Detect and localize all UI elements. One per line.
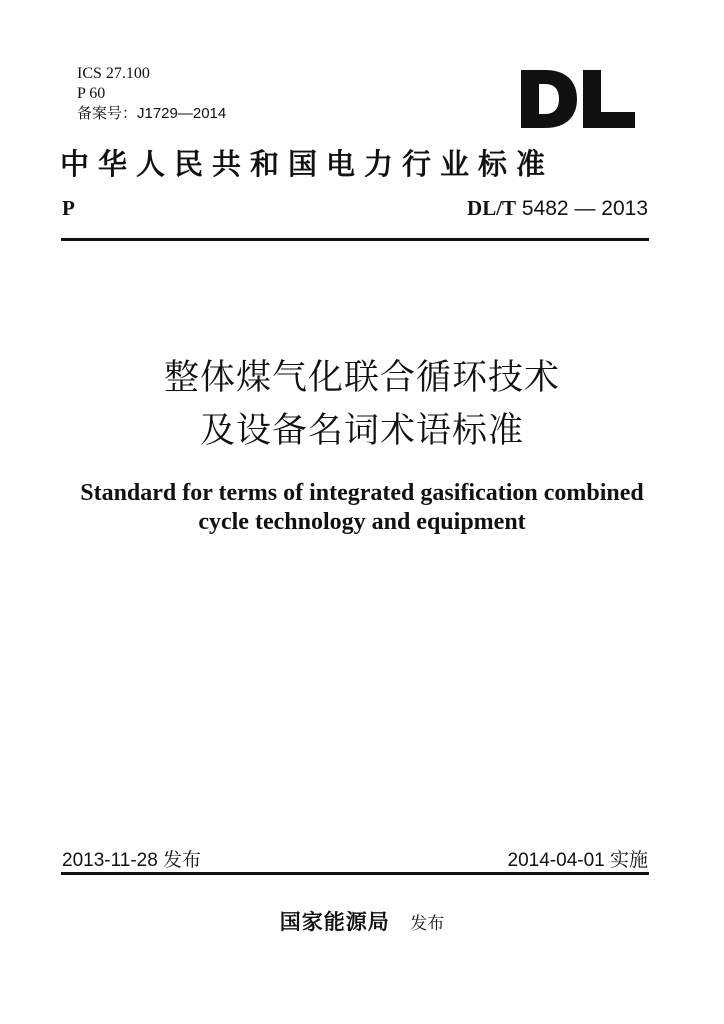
industry-standard-title: 中华人民共和国电力行业标准 xyxy=(60,147,555,181)
ccs-code: P 60 xyxy=(77,85,106,102)
issuer-action: 发布 xyxy=(410,914,445,934)
chinese-title-line-2: 及设备名词术语标准 xyxy=(199,411,524,451)
dl-logo xyxy=(519,68,637,130)
issuer xyxy=(0,906,724,936)
effective-date: 2014-04-01 实施 xyxy=(507,850,648,871)
english-title-line-2: cycle technology and equipment xyxy=(198,509,526,535)
chinese-title-line-1: 整体煤气化联合循环技术 xyxy=(163,358,560,398)
ics-code: ICS 27.100 xyxy=(77,65,150,82)
standard-code xyxy=(467,196,648,221)
standard-code-number: 5482 — 2013 xyxy=(521,197,648,220)
cover-metadata xyxy=(77,64,226,124)
english-title-line-1: Standard for terms of integrated gasification combined xyxy=(80,480,644,506)
standard-code-prefix: DL/T xyxy=(467,196,517,220)
top-divider xyxy=(61,238,649,241)
classification-letter: P xyxy=(62,196,75,220)
bottom-divider xyxy=(61,872,649,875)
filing-number: 备案号：J1729—2014 xyxy=(77,105,227,122)
issue-date: 2013-11-28 发布 xyxy=(62,850,202,871)
issuer-organization: 国家能源局 xyxy=(279,909,390,934)
